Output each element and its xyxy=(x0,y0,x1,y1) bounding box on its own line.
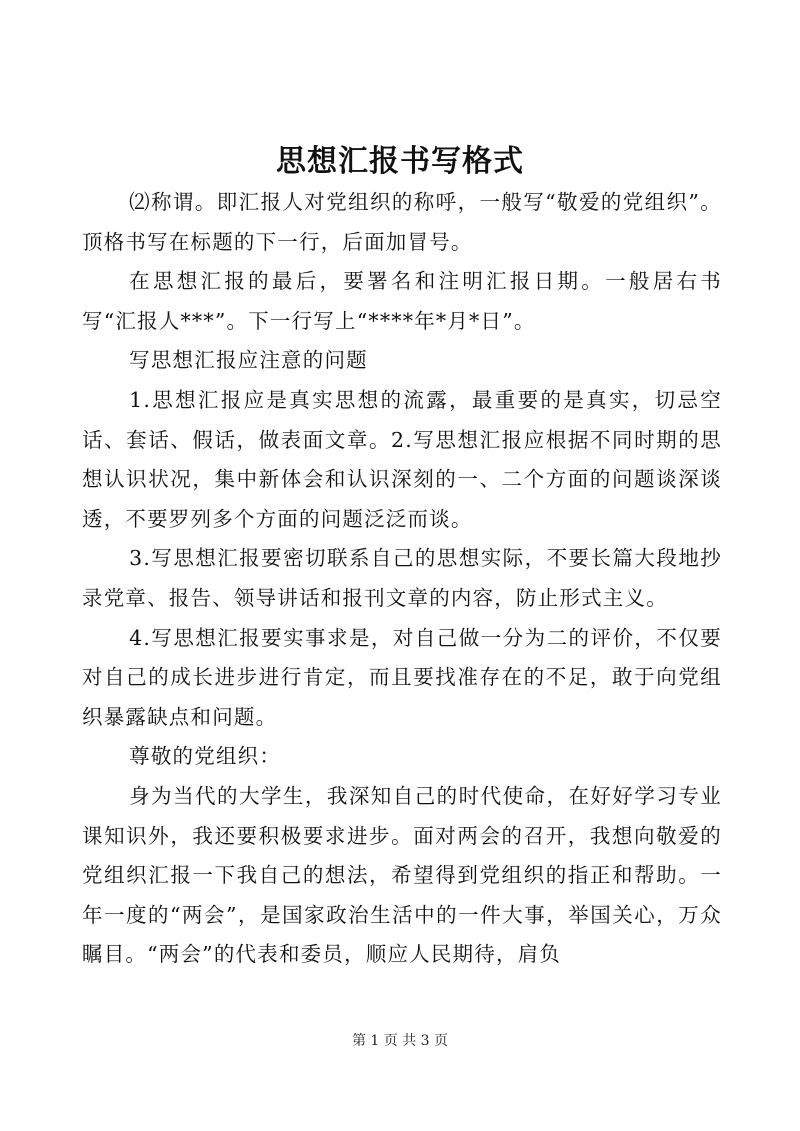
document-body xyxy=(82,183,722,975)
page-number-footer: 第 1 页 共 3 页 xyxy=(351,1033,449,1049)
paragraph-signature-date: 在思想汇报的最后，要署名和注明汇报日期。一般居右书写“汇报人***”。下一行写上“****年*月*日”。 xyxy=(82,269,722,333)
paragraph-salutation-format: ⑵称谓。即汇报人对党组织的称呼，一般写“敬爱的党组织”。顶格书写在标题的下一行，后面加冒号。 xyxy=(82,190,722,254)
paragraph-point-4: 4.写思想汇报要实事求是，对自己做一分为二的评价，不仅要对自己的成长进步进行肯定，而且要找准存在的不足，敢于向党组织暴露缺点和问题。 xyxy=(82,625,722,729)
paragraph-greeting: 尊敬的党组织： xyxy=(129,744,282,769)
paragraph-point-1-2: 1.思想汇报应是真实思想的流露，最重要的是真实，切忌空话、套话、假话，做表面文章。2.写思想汇报应根据不同时期的思想认识状况，集中新体会和认识深刻的一、二个方面的问题谈深谈透，不要罗列多个方面的问题泛泛而谈。 xyxy=(82,387,722,531)
paragraph-point-3: 3.写思想汇报要密切联系自己的思想实际，不要长篇大段地抄录党章、报告、领导讲话和报刊文章的内容，防止形式主义。 xyxy=(82,546,722,610)
document-title: 思想汇报书写格式 xyxy=(276,144,524,179)
paragraph-report-body: 身为当代的大学生，我深知自己的时代使命，在好好学习专业课知识外，我还要积极要求进步。面对两会的召开，我想向敬爱的党组织汇报一下我自己的想法，希望得到党组织的指正和帮助。一年一度的“两会”，是国家政治生活中的一件大事，举国关心，万众瞩目。“两会”的代表和委员，顺应人民期待，肩负 xyxy=(82,783,722,967)
paragraph-section-heading: 写思想汇报应注意的问题 xyxy=(129,348,368,373)
